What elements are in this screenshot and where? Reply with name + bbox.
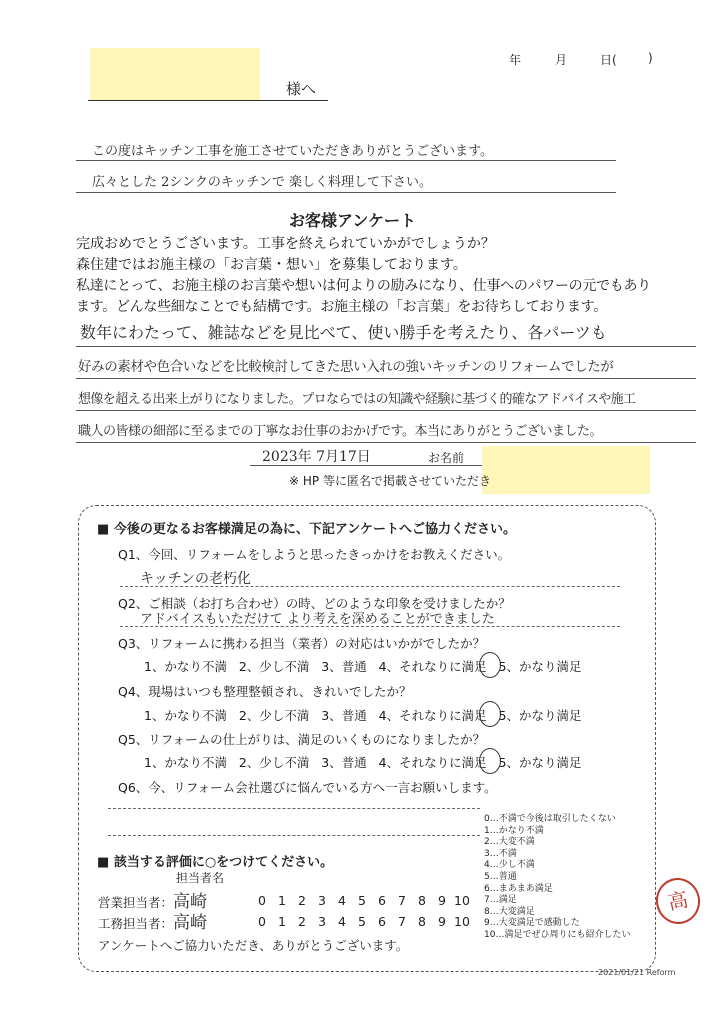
legend-item: 0…不満で今後は取引したくない [484, 814, 616, 824]
signature-date: 2023年 7月17日 [262, 449, 371, 465]
works-score[interactable]: 1 [278, 914, 286, 929]
q1-answer-line [120, 586, 620, 587]
legend-item: 3…不満 [484, 848, 517, 859]
works-score[interactable]: 7 [398, 914, 406, 929]
q3-option-2[interactable]: 2、少し不満 [238, 659, 310, 674]
sales-score[interactable]: 10 [454, 893, 470, 908]
works-score[interactable]: 5 [358, 914, 366, 929]
q3-option-4[interactable]: 4、それなりに満足 [378, 659, 487, 674]
q4-option-4[interactable]: 4、それなりに満足 [378, 708, 487, 723]
legend-item: 6…まあまあ満足 [484, 883, 553, 894]
works-score[interactable]: 3 [318, 914, 326, 929]
q5-options [144, 753, 582, 771]
redacted-customer-name [90, 48, 260, 100]
questionnaire-heading: ■ 今後の更なるお客様満足の為に、下記アンケートへご協力ください。 [97, 522, 517, 537]
q1-text: Q1、今回、リフォームをしようと思ったきっかけをお教えください。 [118, 547, 511, 562]
works-score[interactable]: 2 [298, 914, 306, 929]
sales-score-scale [252, 893, 472, 908]
comment-line-4 [76, 442, 696, 443]
date-year-label: 年 [509, 53, 522, 67]
date-month-label: 月 [555, 53, 568, 67]
date-day-close: ) [648, 51, 653, 65]
q5-option-2[interactable]: 2、少し不満 [238, 755, 310, 770]
intro-line-1: 完成おめでとうございます。工事を終えられていかがでしょうか？ [76, 236, 495, 252]
questionnaire-heading-text: 今後の更なるお客様満足の為に、下記アンケートへご協力ください。 [113, 522, 517, 537]
comment-text-3: 想像を超える出来上がりになりました。プロならではの知識や経験に基づく的確なアドバイスや施工 [78, 392, 636, 407]
legend-item: 5…普通 [484, 871, 517, 882]
works-score[interactable]: 9 [438, 914, 446, 929]
q2-text: Q2、ご相談（お打ち合わせ）の時、どのような印象を受けましたか？ [118, 596, 511, 611]
legend-item: 10…満足でぜひ周りにも紹介したい [484, 929, 631, 940]
comment-line-2 [76, 378, 696, 379]
works-score[interactable]: 6 [378, 914, 386, 929]
comment-text-1: 数年にわたって、雑誌などを見比べて、使い勝手を考えたり、各パーツも [80, 323, 607, 342]
q2-answer: アドバイスもいただけて より考えを深めることができました [140, 612, 495, 627]
intro-line-4: ます。どんな些細なことでも結構です。お施主様の「お言葉」をお待ちしております。 [76, 299, 607, 315]
salutation-underline [88, 100, 328, 101]
q6-answer-line-1 [108, 808, 480, 809]
q4-option-2[interactable]: 2、少し不満 [238, 708, 310, 723]
redacted-signer-name [482, 446, 650, 494]
legend-item: 2…大変不満 [484, 837, 535, 848]
q3-options [144, 657, 582, 675]
greeting-text-1: この度はキッチン工事を施工させていただきありがとうございます。 [92, 144, 494, 159]
q3-option-5[interactable]: 5、かなり満足 [498, 659, 582, 674]
q5-text: Q5、リフォームの仕上がりは、満足のいくものになりましたか？ [118, 732, 486, 747]
comment-line-3 [76, 410, 696, 411]
sales-score[interactable]: 0 [258, 893, 266, 908]
sales-score[interactable]: 2 [298, 893, 306, 908]
works-score[interactable]: 10 [454, 914, 470, 929]
sales-score[interactable]: 7 [398, 893, 406, 908]
q4-text: Q4、現場はいつも整理整頓され、きれいでしたか？ [118, 684, 412, 699]
survey-title: お客様アンケート [289, 211, 417, 230]
q4-selected-circle [479, 701, 501, 727]
works-score[interactable]: 0 [258, 914, 266, 929]
rating-heading-text: 該当する評価に○をつけてください。 [113, 855, 334, 870]
q4-option-3[interactable]: 3、普通 [321, 708, 367, 723]
date-day-label: 日( [600, 53, 617, 67]
version-label: 2021/01/21 Reform [598, 968, 676, 977]
q3-option-3[interactable]: 3、普通 [321, 659, 367, 674]
sales-label: 営業担当者： [98, 895, 174, 910]
works-label: 工務担当者： [98, 916, 174, 931]
q5-selected-circle [479, 748, 501, 774]
q2-answer-line [120, 626, 620, 627]
sales-score[interactable]: 6 [378, 893, 386, 908]
intro-line-2: 森住建ではお施主様の「お言葉・想い」を募集しております。 [76, 257, 467, 273]
q6-text: Q6、今、リフォーム会社選びに悩んでいる方へ一言お願いします。 [118, 780, 497, 795]
intro-line-3: 私達にとって、お施主様のお言葉や想いは何よりの励みになり、仕事へのパワーの元でもあり [76, 278, 651, 294]
legend-item: 7…満足 [484, 895, 517, 906]
staff-name-header: 担当者名 [176, 871, 225, 885]
name-label: お名前 [428, 451, 465, 465]
salutation: 様へ [286, 80, 317, 98]
anonymous-note: ※ HP 等に匿名で掲載させていただき [289, 474, 491, 488]
sales-score[interactable]: 1 [278, 893, 286, 908]
works-score-scale [252, 914, 472, 929]
stamp-text: 高 [665, 887, 691, 915]
sales-name: 高崎 [173, 892, 207, 912]
rating-heading: ■ 該当する評価に○をつけてください。 [97, 855, 334, 870]
legend-item: 8…大変満足 [484, 906, 535, 917]
rating-legend [484, 814, 630, 942]
sales-score[interactable]: 9 [438, 893, 446, 908]
q6-answer-line-2 [108, 835, 480, 836]
q1-answer: キッチンの老朽化 [140, 571, 252, 587]
sales-score[interactable]: 3 [318, 893, 326, 908]
greeting-line-2 [76, 192, 616, 193]
greeting-line-1 [76, 160, 616, 161]
works-name: 高崎 [173, 913, 207, 933]
sales-score[interactable]: 4 [338, 893, 346, 908]
q4-options [144, 706, 582, 724]
q3-selected-circle [479, 652, 501, 678]
legend-item: 1…かなり不満 [484, 825, 544, 836]
q4-option-5[interactable]: 5、かなり満足 [498, 708, 582, 723]
approval-stamp [652, 874, 705, 928]
q3-text: Q3、リフォームに携わる担当（業者）の対応はいかがでしたか？ [118, 636, 486, 651]
legend-item: 9…大変満足で感動した [484, 918, 580, 929]
works-score[interactable]: 8 [418, 914, 426, 929]
q4-option-1[interactable]: 1、かなり不満 [144, 708, 227, 723]
sales-score[interactable]: 8 [418, 893, 426, 908]
q3-option-1[interactable]: 1、かなり不満 [144, 659, 227, 674]
thanks-message: アンケートへご協力いただき、ありがとうございます。 [98, 938, 409, 953]
q5-option-4[interactable]: 4、それなりに満足 [378, 755, 487, 770]
legend-item: 4…少し不満 [484, 860, 535, 871]
sales-score[interactable]: 5 [358, 893, 366, 908]
comment-line-1 [76, 346, 696, 347]
q5-option-5[interactable]: 5、かなり満足 [498, 755, 582, 770]
works-score[interactable]: 4 [338, 914, 346, 929]
comment-text-4: 職人の皆様の細部に至るまでの丁寧なお仕事のおかげです。本当にありがとうございました。 [78, 424, 602, 439]
q5-option-1[interactable]: 1、かなり不満 [144, 755, 227, 770]
comment-text-2: 好みの素材や色合いなどを比較検討してきた思い入れの強いキッチンのリフォームでしたが [78, 359, 614, 375]
q5-option-3[interactable]: 3、普通 [321, 755, 367, 770]
greeting-text-2: 広々とした 2シンクのキッチンで 楽しく料理して下さい。 [92, 175, 433, 190]
